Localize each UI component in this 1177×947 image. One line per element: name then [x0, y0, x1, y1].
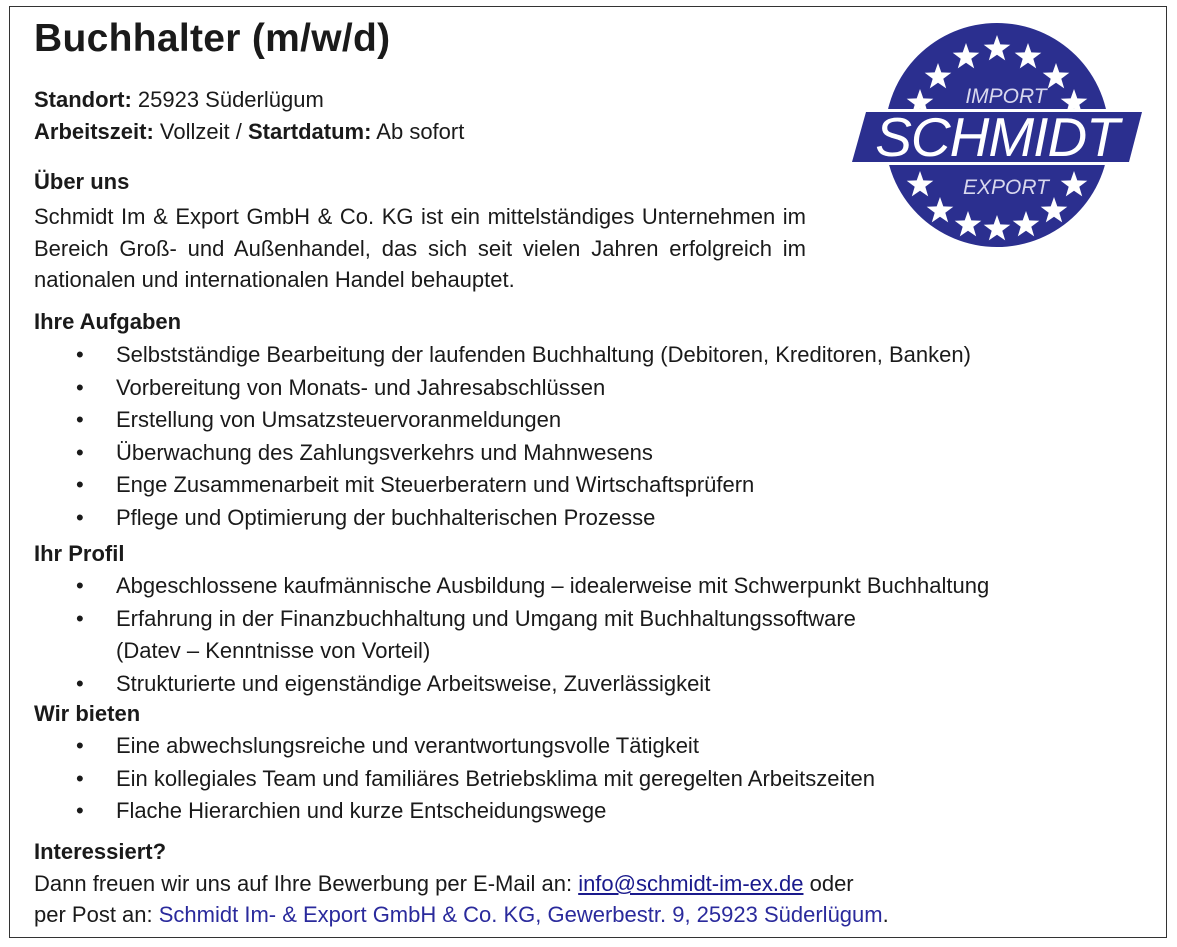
bullet-icon: •	[76, 504, 84, 530]
bullet-icon: •	[76, 605, 84, 631]
list-item: • Ein kollegiales Team und familiäres Betriebsklima mit geregelten Arbeitszeiten	[34, 763, 875, 796]
logo-export-text: EXPORT	[963, 176, 1049, 199]
location-value: 25923 Süderlügum	[131, 87, 324, 112]
startdate-value: Ab sofort	[371, 119, 465, 144]
profile-list	[34, 570, 989, 700]
startdate-label: Startdatum:	[247, 119, 372, 144]
list-item: • Vorbereitung von Monats- und Jahresabschlüssen	[34, 372, 971, 405]
list-item: • Selbstständige Bearbeitung der laufenden Buchhaltung (Debitoren, Kreditoren, Banken)	[34, 339, 971, 372]
worktime-label: Arbeitszeit:	[34, 119, 154, 144]
list-item: • Erfahrung in der Finanzbuchhaltung und Umgang mit Buchhaltungssoftware (Datev – Kenntnisse von Vorteil)	[34, 603, 989, 668]
schmidt-logo	[848, 21, 1146, 249]
list-item: • Enge Zusammenarbeit mit Steuerberatern und Wirtschaftsprüfern	[34, 469, 971, 502]
location-line	[34, 87, 324, 113]
offer-list	[34, 730, 875, 828]
bullet-icon: •	[76, 798, 84, 823]
profile-heading: Ihr Profil	[34, 541, 125, 566]
postal-address: Schmidt Im- & Export GmbH & Co. KG, Gewerbestr. 9, 25923 Süderlügum	[158, 902, 883, 927]
bullet-icon: •	[76, 439, 84, 465]
bullet-icon: •	[76, 342, 84, 367]
contact-line-email: Dann freuen wir uns auf Ihre Bewerbung per E-Mail an: info@schmidt-im-ex.de oder	[34, 871, 854, 896]
list-item: • Überwachung des Zahlungsverkehrs und Mahnwesens	[34, 437, 971, 470]
worktime-value: Vollzeit /	[153, 119, 248, 144]
email-link[interactable]: info@schmidt-im-ex.de	[578, 871, 804, 896]
tasks-list	[34, 339, 971, 534]
document-frame	[9, 6, 1167, 938]
logo-schmidt-text: SCHMIDT	[875, 106, 1119, 168]
location-label: Standort:	[34, 87, 132, 112]
bullet-icon: •	[76, 407, 84, 432]
tasks-heading: Ihre Aufgaben	[34, 309, 182, 334]
job-title: Buchhalter (m/w/d)	[34, 17, 391, 60]
list-item: • Abgeschlossene kaufmännische Ausbildung – idealerweise mit Schwerpunkt Buchhaltung	[34, 570, 989, 603]
about-text: Schmidt Im & Export GmbH & Co. KG ist ein mittelständiges Unternehmen im Bereich Groß- und Außenhandel, das sich seit vielen Jahren erfolgreich im nationalen und internationalen Handel behauptet.	[34, 204, 806, 292]
offer-heading: Wir bieten	[34, 701, 141, 726]
logo-import-text: IMPORT	[965, 85, 1047, 108]
list-item: • Flache Hierarchien und kurze Entscheidungswege	[34, 795, 875, 828]
bullet-icon: •	[76, 472, 84, 497]
about-heading: Über uns	[34, 169, 130, 194]
worktime-line	[34, 119, 464, 145]
bullet-icon: •	[76, 670, 84, 696]
contact-line-post: per Post an: Schmidt Im- & Export GmbH & Co. KG, Gewerbestr. 9, 25923 Süderlügum.	[34, 902, 889, 927]
bullet-icon: •	[76, 765, 84, 791]
list-item: • Pflege und Optimierung der buchhalterischen Prozesse	[34, 502, 971, 535]
bullet-icon: •	[76, 573, 84, 598]
bullet-icon: •	[76, 374, 84, 400]
bullet-icon: •	[76, 733, 84, 758]
list-item: • Strukturierte und eigenständige Arbeitsweise, Zuverlässigkeit	[34, 668, 989, 701]
list-item: • Eine abwechslungsreiche und verantwortungsvolle Tätigkeit	[34, 730, 875, 763]
list-item: • Erstellung von Umsatzsteuervoranmeldungen	[34, 404, 971, 437]
contact-heading: Interessiert?	[34, 839, 167, 864]
